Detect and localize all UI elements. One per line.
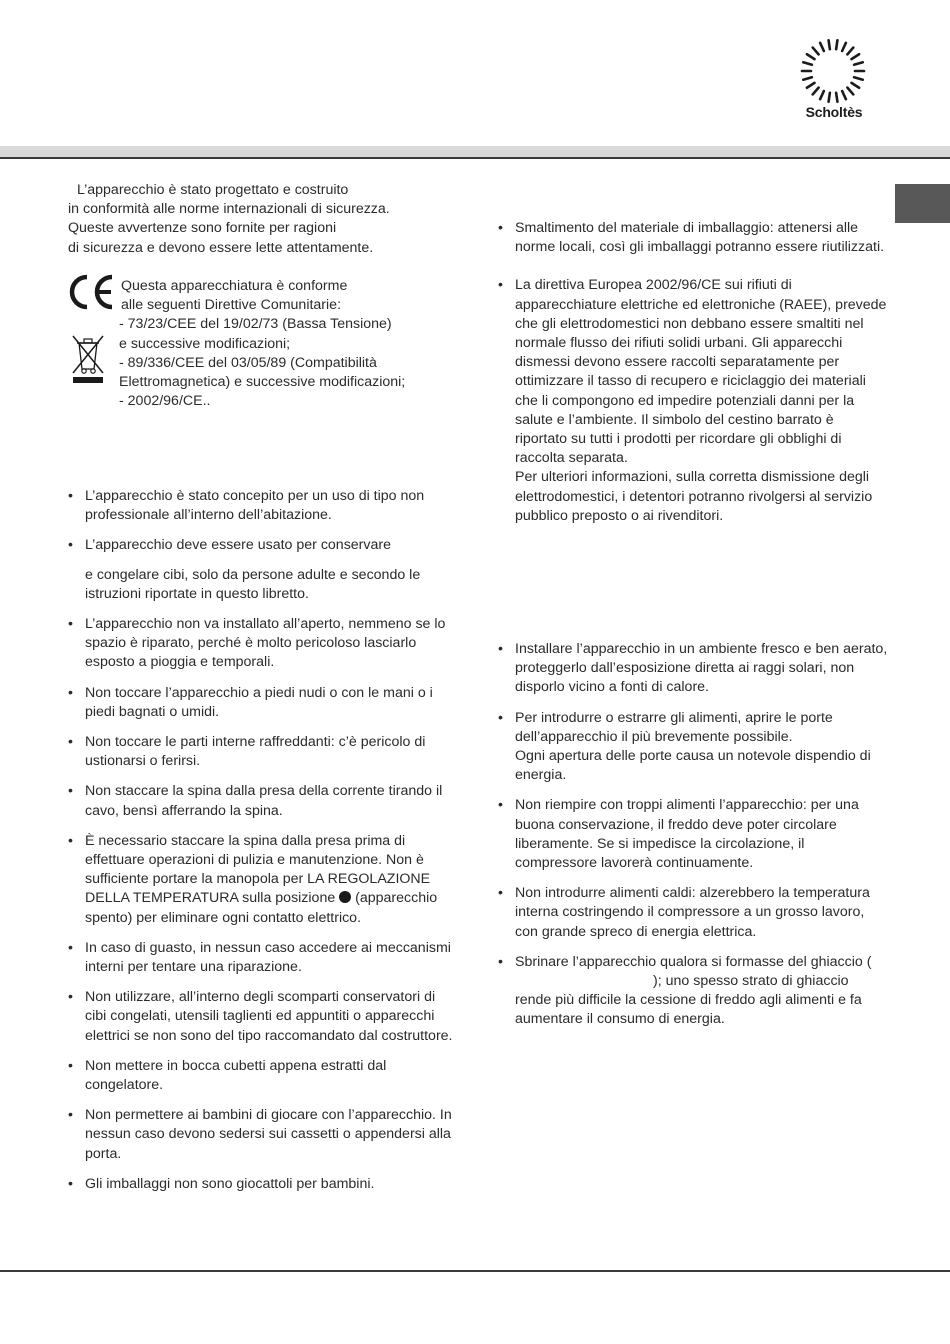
- ce-mark-icon: [67, 272, 115, 312]
- list-item: • È necessario staccare la spina dalla presa prima di effettuare operazioni di pulizia e manutenzione. Non è sufficiente portare la manopola per LA REGOLAZIONE DELLA TEMPERATURA sulla posizione (apparecchio spento) per eliminare ogni contatto elettrico.: [68, 832, 458, 928]
- list-item: • Non riempire con troppi alimenti l’apparecchio: per una buona conservazione, il freddo deve poter circolare liberamente. Se si impedisce la circolazione, il compressore lavorerà continuamente.: [498, 796, 888, 873]
- logo-ray: [820, 43, 824, 51]
- intro-text: [68, 181, 468, 258]
- list-item: • Non mettere in bocca cubetti appena estratti dal congelatore.: [68, 1057, 458, 1095]
- crossed-bin-icon: [70, 333, 106, 385]
- logo-ray: [852, 83, 860, 88]
- logo-ray: [829, 40, 830, 49]
- brand-logo: [798, 38, 870, 124]
- list-item: • Non permettere ai bambini di giocare con l’apparecchio. In nessun caso devono sedersi sui cassetti o appendersi alla porta.: [68, 1106, 458, 1164]
- header-rule: [0, 146, 950, 159]
- logo-ray: [836, 93, 837, 102]
- directive-line: - 89/336/CEE del 03/05/89 (Compatibilità: [119, 354, 377, 371]
- logo-ray: [836, 40, 837, 49]
- list-item: • Installare l’apparecchio in un ambiente fresco e ben aerato, proteggerlo dall’esposizione diretta ai raggi solari, non disporlo vicino a fonti di calore.: [498, 640, 888, 698]
- logo-ray: [847, 48, 853, 55]
- directive-line: Elettromagnetica) e successive modificazioni;: [119, 374, 406, 391]
- list-item: • Per introdurre o estrarre gli alimenti, aprire le porte dell’apparecchio il più brevemente possibile. Ogni apertura delle porte causa un notevole dispendio di energia.: [498, 709, 888, 786]
- sunburst-logo-icon: [800, 38, 866, 104]
- logo-ray: [847, 88, 853, 95]
- list-item: • Non toccare l’apparecchio a piedi nudi o con le mani o i piedi bagnati o umidi.: [68, 684, 458, 722]
- list-item: • Gli imballaggi non sono giocattoli per bambini.: [68, 1175, 458, 1194]
- brand-name: Scholtès: [805, 104, 863, 120]
- logo-ray: [842, 91, 846, 99]
- intro-line: L’apparecchio è stato progettato e costruito: [77, 182, 349, 198]
- list-item: • Non introdurre alimenti caldi: alzerebbero la temperatura interna costringendo il compressore a un grosso lavoro, con grande spreco di energia elettrica.: [498, 884, 888, 942]
- directive-line: e successive modificazioni;: [119, 335, 291, 352]
- logo-ray: [854, 77, 863, 80]
- list-item: • Non toccare le parti interne raffreddanti: c’è pericolo di ustionarsi o ferirsi.: [68, 733, 458, 771]
- logo-ray: [807, 83, 815, 88]
- list-item: • La direttiva Europea 2002/96/CE sui rifiuti di apparecchiature elettriche ed elettroniche (RAEE), prevede che gli elettrodomestici non debbano essere smaltiti nel normale flusso dei rifiuti solidi urbani. Gli apparecchi dismessi devono essere raccolti separatamente per ottimizzare il tasso di recupero e riciclaggio dei materiali che li compongono ed impedire potenziali danni per la salute e l’ambiente. Il simbolo del cestino barrato è riportato su tutti i prodotti per ricordare gli obblighi di raccolta separata. Per ulteriori informazioni, sulla corretta dismissione degli elettrodomestici, i detentori potranno rivolgersi al servizio pubblico preposto o ai rivenditori.: [498, 276, 888, 526]
- list-item: • L’apparecchio è stato concepito per un uso di tipo non professionale all’interno dell’abitazione.: [68, 487, 458, 525]
- logo-ray: [807, 54, 815, 59]
- intro-line: Queste avvertenze sono fornite per ragioni: [68, 220, 337, 237]
- logo-ray: [820, 91, 824, 99]
- intro-line: in conformità alle norme internazionali di sicurezza.: [68, 201, 390, 218]
- directive-line: - 73/23/CEE del 19/02/73 (Bassa Tensione): [119, 316, 392, 333]
- logo-ray: [813, 88, 819, 95]
- list-item: • Non utilizzare, all’interno degli scomparti conservatori di cibi congelati, utensili taglienti ed appuntiti o apparecchi elettrici se non sono del tipo raccomandato dal costruttore.: [68, 988, 458, 1046]
- intro-line: di sicurezza e devono essere lette attentamente.: [68, 239, 374, 256]
- footer-rule: [0, 1270, 950, 1272]
- list-item: • L’apparecchio non va installato all’aperto, nemmeno se lo spazio è riparato, perché è molto pericoloso lasciarlo esposto a pioggia e temporali.: [68, 615, 458, 673]
- list-item: • Smaltimento del materiale di imballaggio: attenersi alle norme locali, così gli imballaggi potranno essere riutilizzati.: [498, 219, 888, 257]
- safety-list: [68, 487, 458, 1194]
- logo-ray: [803, 77, 812, 80]
- list-item: • L’apparecchio deve essere usato per conservare e congelare cibi, solo da persone adulte e secondo le istruzioni riportate in questo libretto.: [68, 536, 458, 604]
- directive-line: - 2002/96/CE..: [119, 393, 211, 410]
- list-item: • Non staccare la spina dalla presa della corrente tirando il cavo, bensì afferrando la spina.: [68, 782, 458, 820]
- logo-ray: [842, 43, 846, 51]
- logo-ray: [829, 93, 830, 102]
- logo-ray: [803, 62, 812, 65]
- list-item: • In caso di guasto, in nessun caso accedere ai meccanismi interni per tentare una riparazione.: [68, 939, 458, 977]
- off-position-icon: [339, 891, 351, 903]
- disposal-list: [498, 219, 888, 526]
- directive-line: Questa apparecchiatura è conforme: [121, 278, 348, 294]
- saving-list: [498, 640, 888, 1030]
- directives-text: [119, 277, 459, 411]
- section-tab: [895, 184, 950, 223]
- logo-ray: [813, 48, 819, 55]
- logo-ray: [852, 54, 860, 59]
- logo-ray: [854, 62, 863, 65]
- directive-line: alle seguenti Direttive Comunitarie:: [121, 297, 342, 314]
- list-item: • Sbrinare l’apparecchio qualora si formasse del ghiaccio (); uno spesso strato di ghiaccio rende più difficile la cessione di freddo agli alimenti e fa aumentare il consumo di energia.: [498, 953, 888, 1030]
